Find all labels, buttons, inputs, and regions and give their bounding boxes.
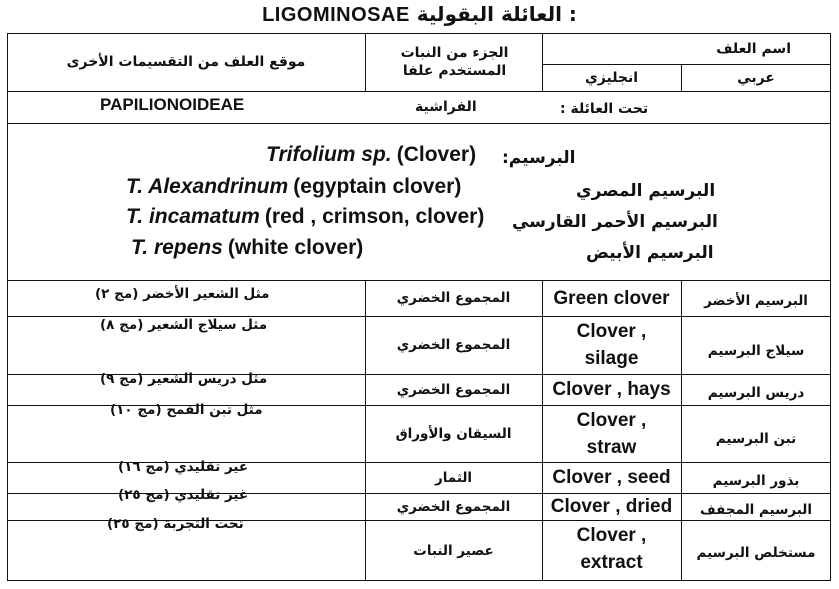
row-english-line: extract [580, 552, 643, 573]
part-used-header: الجزء من النبات المستخدم علفا [400, 45, 509, 79]
location-header: موقع العلف من التقسيمات الأخرى [66, 54, 306, 70]
row-arabic: سيلاج البرسيم [707, 343, 805, 359]
row-part: المجموع الخضري [396, 498, 511, 515]
row-example: مثل الشعير الأخضر (مج ٢) [95, 286, 270, 302]
row-part: المجموع الخضري [396, 290, 511, 306]
row-arabic: بذور البرسيم [712, 472, 800, 489]
row-english [542, 318, 681, 372]
species-arabic: البرسيم الأبيض [586, 243, 714, 263]
row-english [542, 407, 681, 461]
species-latin: T. Alexandrinum [126, 175, 289, 198]
feed-name-header: اسم العلف [716, 40, 791, 57]
english-header: انجليزي [584, 69, 639, 86]
arabic-header: عربي [737, 69, 775, 86]
row-arabic: مستخلص البرسيم [696, 545, 816, 561]
species-arabic: البرسيم المصري [576, 181, 716, 201]
row-english-line: Clover , [576, 410, 647, 431]
row-english-line: Clover , [576, 321, 647, 342]
row-part: المجموع الخضري [396, 337, 511, 353]
row-example: تحت التجربة (مج ٢٥) [107, 516, 244, 532]
species-english: (egyptain clover) [293, 175, 462, 198]
row-part: الثمار [434, 469, 473, 486]
species-english: (white clover) [227, 236, 364, 259]
species-english: (Clover) [396, 143, 477, 166]
row-part: المجموع الخضري [396, 381, 511, 398]
row-english-line: Clover , [576, 525, 647, 546]
row-example: غير تقليدي (مج ١٦) [118, 459, 249, 475]
row-english-line: silage [584, 348, 639, 369]
row-english: Clover , seed [552, 467, 671, 488]
header-divider [7, 91, 831, 92]
row-example: مثل تبن القمح (مج ١٠) [110, 402, 263, 418]
species-latin: T. repens [131, 236, 223, 259]
subfamily-label: تحت العائلة : [560, 101, 649, 117]
species-genus [266, 143, 476, 167]
row-arabic: دريس البرسيم [707, 384, 805, 401]
row-english: Green clover [553, 287, 670, 309]
subfamily-latin: PAPILIONOIDEAE [100, 95, 245, 114]
species-latin: T. incamatum [126, 205, 260, 228]
row-english-line: straw [586, 437, 637, 458]
species-arabic: البرسيم الأحمر القارسي [512, 212, 718, 232]
page-title [0, 2, 839, 27]
row-part: السيقان والأوراق [395, 425, 512, 442]
row-part: عصير النبات [413, 542, 494, 559]
row-english [542, 522, 681, 576]
title-arabic: العائلة البقولية : [416, 2, 577, 26]
subfamily-arabic: الفراشية [415, 99, 477, 115]
row-arabic: البرسيم الأخضر [704, 293, 808, 309]
species-english: (red , crimson, clover) [264, 205, 485, 228]
species-alexandrinum [126, 175, 461, 199]
row-arabic: تبن البرسيم [715, 430, 797, 447]
header-col-1 [365, 33, 366, 91]
title-latin: LIGOMINOSAE [262, 4, 410, 26]
species-repens [131, 236, 363, 260]
species-incamatum [126, 205, 484, 229]
species-arabic: البرسيم: [502, 148, 576, 168]
row-example: مثل دريس الشعير (مج ٩) [100, 371, 268, 387]
row-english: Clover , hays [552, 379, 671, 400]
subfamily-divider [7, 123, 831, 124]
row-example: غير تقليدي (مج ٢٥) [118, 487, 249, 503]
row-example: مثل سيلاج الشعير (مج ٨) [100, 317, 268, 333]
row-arabic: البرسيم المجفف [700, 501, 812, 518]
species-latin: Trifolium sp. [266, 143, 392, 166]
row-english: Clover , dried [550, 496, 673, 517]
